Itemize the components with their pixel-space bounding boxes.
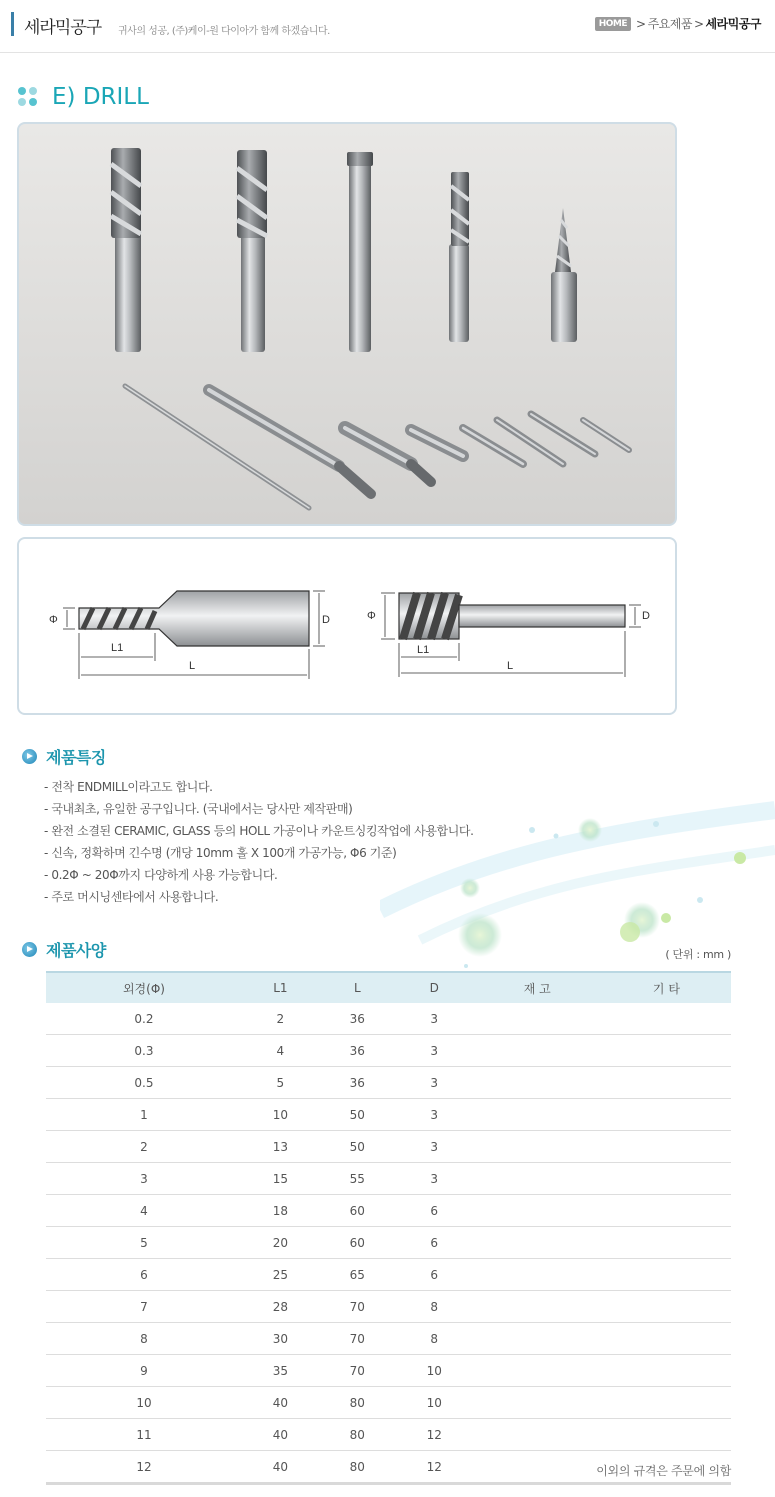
table-cell: 11 <box>46 1419 242 1451</box>
table-cell: 25 <box>242 1259 319 1291</box>
section-title-text: E) DRILL <box>52 84 149 110</box>
table-row <box>46 1163 731 1195</box>
arrow-circle-icon <box>22 942 37 957</box>
page-category-title: 세라믹공구 <box>24 18 102 38</box>
table-cell: 3 <box>396 1099 473 1131</box>
drill-upright-2 <box>237 150 267 352</box>
table-cell <box>473 1099 602 1131</box>
left-diagram-l-label: L <box>189 660 196 672</box>
table-cell <box>602 1419 731 1451</box>
right-diagram-phi-label: Φ <box>367 610 376 622</box>
table-cell <box>473 1387 602 1419</box>
table-cell <box>602 1035 731 1067</box>
breadcrumb-separator: > <box>636 16 646 31</box>
arrow-circle-icon <box>22 749 37 764</box>
feature-item: - 신속, 정확하며 긴수명 (개당 10mm 홀 X 100개 가공가능, Φ6 기준) <box>44 846 397 860</box>
table-cell: 13 <box>242 1131 319 1163</box>
table-row <box>46 1067 731 1099</box>
table-cell <box>473 1003 602 1035</box>
table-cell: 8 <box>396 1323 473 1355</box>
col-header: 재 고 <box>473 972 602 1003</box>
table-cell <box>473 1259 602 1291</box>
breadcrumb-level1[interactable]: 주요제품 <box>647 17 692 31</box>
dimension-diagram <box>17 537 677 715</box>
col-header: 외경(Φ) <box>46 972 242 1003</box>
table-cell: 65 <box>319 1259 396 1291</box>
table-cell: 7 <box>46 1291 242 1323</box>
table-cell <box>473 1195 602 1227</box>
table-cell: 55 <box>319 1163 396 1195</box>
breadcrumb-home[interactable]: HOME <box>595 17 631 31</box>
table-cell: 4 <box>46 1195 242 1227</box>
table-cell <box>602 1387 731 1419</box>
table-row <box>46 1355 731 1387</box>
unit-label: ( 단위 : mm ) <box>665 948 731 961</box>
left-diagram-d-label: D <box>322 614 330 626</box>
table-cell <box>473 1323 602 1355</box>
table-cell: 80 <box>319 1451 396 1484</box>
table-cell <box>602 1131 731 1163</box>
table-row <box>46 1003 731 1035</box>
table-cell: 2 <box>242 1003 319 1035</box>
table-cell: 28 <box>242 1291 319 1323</box>
table-cell: 18 <box>242 1195 319 1227</box>
table-cell: 0.5 <box>46 1067 242 1099</box>
table-cell: 70 <box>319 1291 396 1323</box>
table-cell: 36 <box>319 1003 396 1035</box>
table-cell <box>602 1067 731 1099</box>
table-cell <box>602 1355 731 1387</box>
breadcrumb-current: 세라믹공구 <box>705 17 761 31</box>
table-cell: 10 <box>46 1387 242 1419</box>
spec-heading-text: 제품사양 <box>46 941 106 960</box>
table-row <box>46 1131 731 1163</box>
right-diagram-l-label: L <box>507 660 514 672</box>
table-cell: 60 <box>319 1227 396 1259</box>
table-cell <box>602 1003 731 1035</box>
table-cell <box>602 1259 731 1291</box>
table-cell: 5 <box>242 1067 319 1099</box>
feature-item: - 주로 머시닝센타에서 사용합니다. <box>44 890 219 904</box>
col-header: 기 타 <box>602 972 731 1003</box>
table-cell: 5 <box>46 1227 242 1259</box>
feature-item: - 전착 ENDMILL이라고도 합니다. <box>44 780 213 794</box>
table-cell: 0.2 <box>46 1003 242 1035</box>
table-cell: 6 <box>396 1227 473 1259</box>
features-heading <box>22 745 106 768</box>
table-cell: 3 <box>46 1163 242 1195</box>
left-diagram-phi-label: Φ <box>49 614 58 626</box>
spec-table-body <box>46 1003 731 1484</box>
table-cell: 36 <box>319 1035 396 1067</box>
table-cell: 36 <box>319 1067 396 1099</box>
table-cell: 10 <box>396 1355 473 1387</box>
feature-item: - 국내최초, 유일한 공구입니다. (국내에서는 당사만 제작판매) <box>44 802 353 816</box>
table-cell: 80 <box>319 1419 396 1451</box>
drill-upright-4 <box>449 172 469 342</box>
table-cell: 40 <box>242 1387 319 1419</box>
table-cell: 35 <box>242 1355 319 1387</box>
feature-item: - 완전 소결된 CERAMIC, GLASS 등의 HOLL 가공이나 카운트싱킹작업에 사용합니다. <box>44 824 474 838</box>
table-row <box>46 1259 731 1291</box>
right-diagram-l1-label: L1 <box>417 644 430 656</box>
table-cell: 30 <box>242 1323 319 1355</box>
table-cell: 20 <box>242 1227 319 1259</box>
table-cell: 60 <box>319 1195 396 1227</box>
table-cell: 70 <box>319 1355 396 1387</box>
table-cell: 3 <box>396 1067 473 1099</box>
table-cell: 8 <box>396 1291 473 1323</box>
table-cell: 1 <box>46 1099 242 1131</box>
table-cell: 9 <box>46 1355 242 1387</box>
table-cell: 12 <box>46 1451 242 1484</box>
features-heading-text: 제품특징 <box>46 748 106 767</box>
table-cell <box>473 1131 602 1163</box>
table-row <box>46 1387 731 1419</box>
spec-table <box>46 971 731 1485</box>
table-cell: 50 <box>319 1099 396 1131</box>
table-cell <box>473 1355 602 1387</box>
table-cell <box>602 1099 731 1131</box>
table-cell <box>602 1323 731 1355</box>
table-cell <box>473 1419 602 1451</box>
table-cell <box>602 1291 731 1323</box>
drill-upright-3 <box>347 152 373 352</box>
top-bar <box>0 0 775 53</box>
table-cell: 12 <box>396 1419 473 1451</box>
table-cell: 15 <box>242 1163 319 1195</box>
features-list <box>44 776 474 908</box>
table-cell: 6 <box>396 1195 473 1227</box>
left-diagram-l1-label: L1 <box>111 642 124 654</box>
table-cell: 3 <box>396 1131 473 1163</box>
table-cell <box>473 1067 602 1099</box>
product-photo <box>17 122 677 526</box>
drill-lying-row <box>125 386 629 508</box>
drill-upright-1 <box>111 148 141 352</box>
table-row <box>46 1035 731 1067</box>
section-title <box>18 84 149 110</box>
table-cell: 0.3 <box>46 1035 242 1067</box>
table-cell <box>473 1451 602 1484</box>
breadcrumb <box>595 15 761 32</box>
table-row <box>46 1323 731 1355</box>
table-cell: 2 <box>46 1131 242 1163</box>
table-cell: 40 <box>242 1419 319 1451</box>
table-cell: 6 <box>396 1259 473 1291</box>
table-cell <box>473 1291 602 1323</box>
four-dots-icon <box>18 87 38 107</box>
table-cell: 12 <box>396 1451 473 1484</box>
table-row <box>46 1195 731 1227</box>
table-row <box>46 1227 731 1259</box>
table-cell <box>473 1227 602 1259</box>
table-cell: 3 <box>396 1003 473 1035</box>
spec-table-header <box>46 972 731 1003</box>
table-cell: 8 <box>46 1323 242 1355</box>
drill-upright-5 <box>551 208 577 342</box>
col-header: L <box>319 972 396 1003</box>
table-cell: 50 <box>319 1131 396 1163</box>
spec-heading <box>22 938 106 961</box>
company-slogan: 귀사의 성공, (주)케이-원 다이아가 함께 하겠습니다. <box>118 26 330 37</box>
table-cell: 10 <box>242 1099 319 1131</box>
table-cell: 6 <box>46 1259 242 1291</box>
table-row <box>46 1099 731 1131</box>
table-cell <box>473 1035 602 1067</box>
table-cell: 3 <box>396 1035 473 1067</box>
table-cell: 10 <box>396 1387 473 1419</box>
table-cell: 3 <box>396 1163 473 1195</box>
table-cell: 4 <box>242 1035 319 1067</box>
table-cell: 80 <box>319 1387 396 1419</box>
table-cell: 40 <box>242 1451 319 1484</box>
title-accent-bar <box>11 12 14 36</box>
table-cell <box>473 1163 602 1195</box>
table-cell <box>602 1163 731 1195</box>
breadcrumb-separator: > <box>693 16 704 31</box>
table-cell <box>602 1227 731 1259</box>
spec-note: 이외의 규격은 주문에 의함 <box>596 1464 731 1478</box>
feature-item: - 0.2Φ ~ 20Φ까지 다양하게 사용 가능합니다. <box>44 868 278 882</box>
col-header: L1 <box>242 972 319 1003</box>
right-diagram-d-label: D <box>642 610 650 622</box>
table-cell <box>602 1195 731 1227</box>
col-header: D <box>396 972 473 1003</box>
table-row <box>46 1291 731 1323</box>
table-cell: 70 <box>319 1323 396 1355</box>
table-row <box>46 1419 731 1451</box>
